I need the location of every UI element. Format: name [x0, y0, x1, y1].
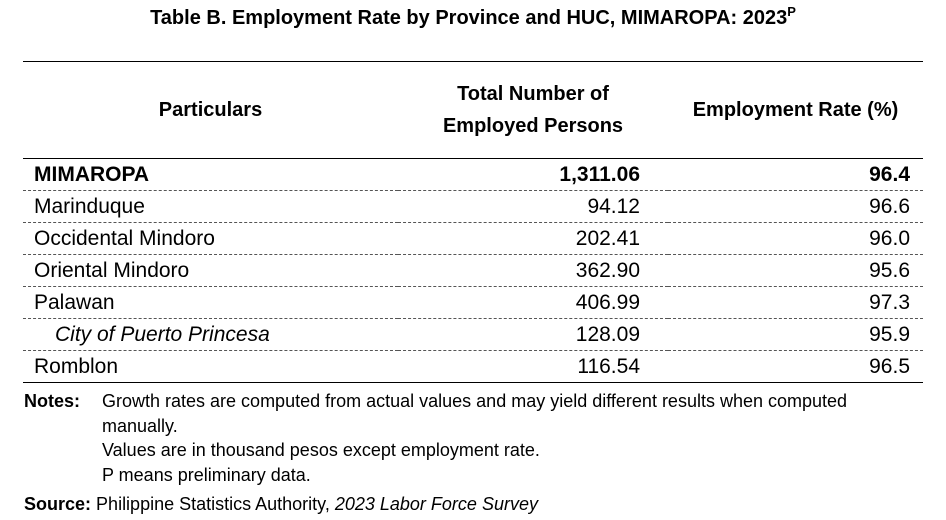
- header-particulars: Particulars: [23, 62, 398, 159]
- preliminary-superscript: P: [787, 4, 796, 19]
- row-name: City of Puerto Princesa: [23, 319, 398, 351]
- table-header-row: [23, 62, 923, 159]
- notes-row: [24, 389, 924, 487]
- row-name: MIMAROPA: [23, 159, 398, 191]
- row-employed: 94.12: [398, 191, 668, 223]
- row-name: Romblon: [23, 351, 398, 383]
- row-name: Marinduque: [23, 191, 398, 223]
- row-rate: 96.0: [668, 223, 923, 255]
- row-rate: 96.6: [668, 191, 923, 223]
- row-name: Oriental Mindoro: [23, 255, 398, 287]
- row-rate: 96.5: [668, 351, 923, 383]
- table-row: [23, 319, 923, 351]
- row-employed: 1,311.06: [398, 159, 668, 191]
- table-row: [23, 287, 923, 319]
- row-name: Palawan: [23, 287, 398, 319]
- row-rate: 95.9: [668, 319, 923, 351]
- row-rate: 96.4: [668, 159, 923, 191]
- row-employed: 202.41: [398, 223, 668, 255]
- header-rate: Employment Rate (%): [668, 62, 923, 159]
- table-row: [23, 191, 923, 223]
- table-row: [23, 351, 923, 383]
- notes-section: [24, 389, 924, 487]
- source-agency: Philippine Statistics Authority,: [96, 494, 330, 514]
- table-row: [23, 159, 923, 191]
- table-title: [0, 6, 946, 32]
- table-title-text: Table B. Employment Rate by Province and HUC, MIMAROPA: 2023: [150, 7, 788, 29]
- header-employed-line1: Total Number of: [457, 83, 609, 105]
- row-employed: 406.99: [398, 287, 668, 319]
- source-survey-title: 2023 Labor Force Survey: [334, 494, 538, 514]
- note-line-1: Growth rates are computed from actual values and may yield different results when computed manually.: [102, 391, 848, 436]
- row-employed: 362.90: [398, 255, 668, 287]
- employment-table-container: [23, 61, 923, 383]
- table-row: [23, 255, 923, 287]
- table-row: [23, 223, 923, 255]
- row-rate: 97.3: [668, 287, 923, 319]
- employment-table: [23, 61, 923, 383]
- row-employed: 128.09: [398, 319, 668, 351]
- notes-label: Notes:: [24, 391, 81, 411]
- row-name: Occidental Mindoro: [23, 223, 398, 255]
- source-line: [24, 492, 538, 516]
- note-line-3: P means preliminary data.: [102, 464, 311, 485]
- header-employed-line2: Employed Persons: [442, 115, 624, 137]
- row-employed: 116.54: [398, 351, 668, 383]
- source-label: Source:: [24, 494, 92, 514]
- header-employed: [398, 62, 668, 159]
- note-line-2: Values are in thousand pesos except employment rate.: [102, 440, 540, 460]
- row-rate: 95.6: [668, 255, 923, 287]
